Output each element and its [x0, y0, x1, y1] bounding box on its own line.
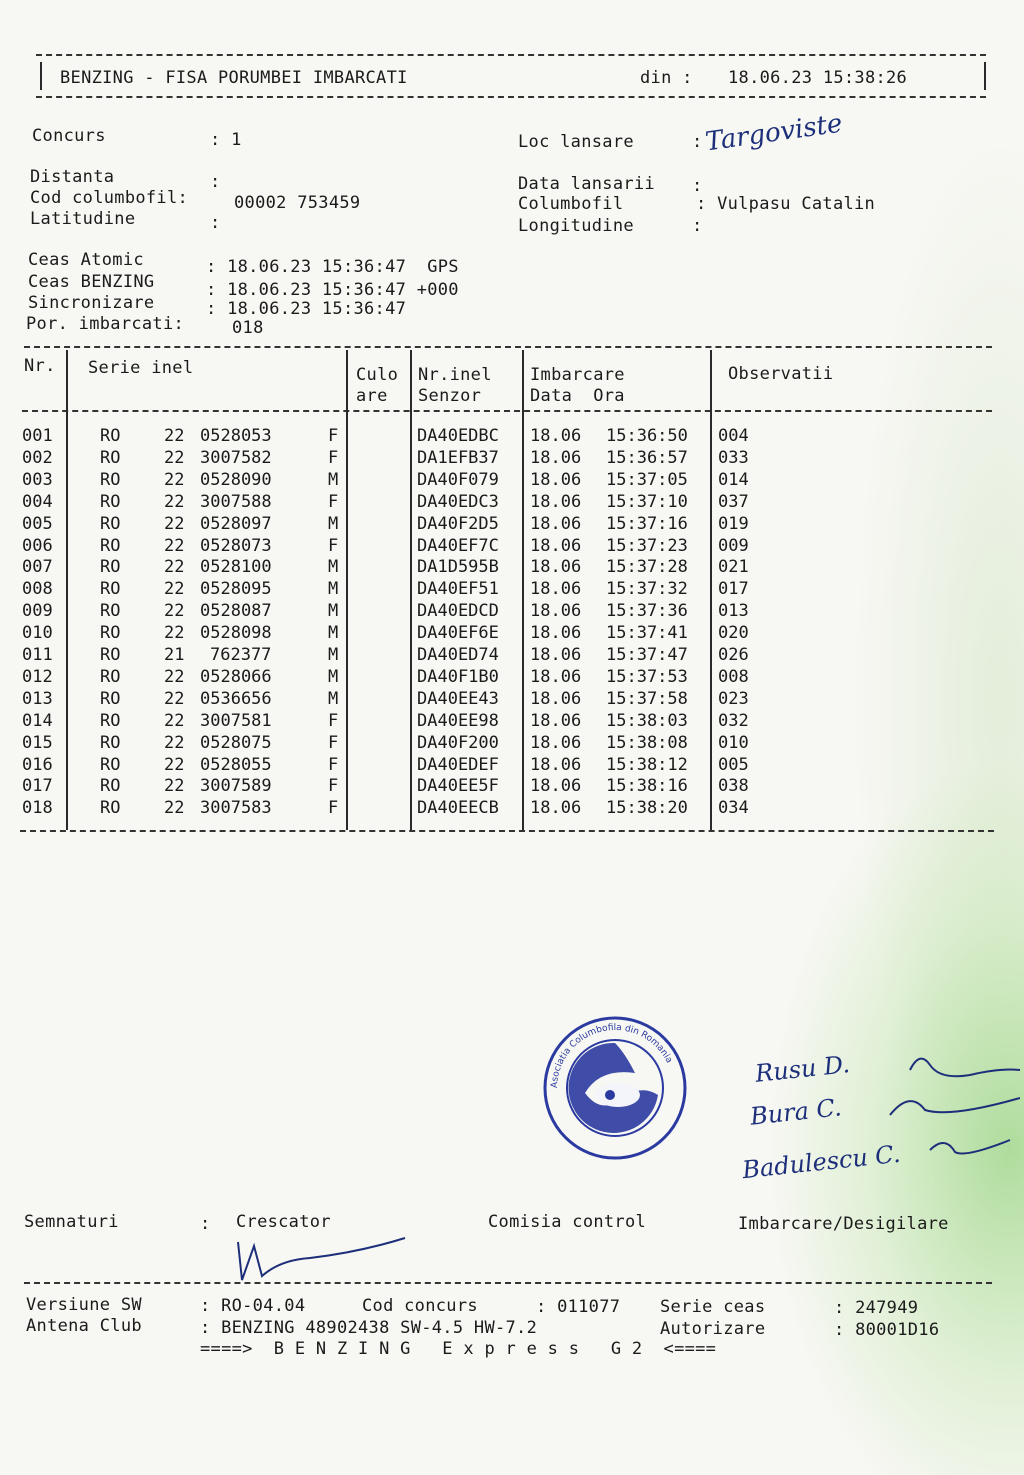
cell-year: 22	[164, 601, 185, 622]
table-row	[0, 755, 1024, 777]
cell-observatii: 017	[718, 579, 749, 600]
cell-nr: 002	[22, 447, 53, 468]
distanta-label: Distanta	[30, 167, 115, 187]
cell-date: 18.06	[530, 601, 582, 622]
cell-time: 15:37:41	[606, 623, 688, 644]
cell-ring-number: 0528066	[200, 666, 272, 687]
column-header-senzor: Senzor	[418, 386, 482, 406]
column-header-nr-inel: Nr.inel	[418, 365, 492, 385]
cell-ring-number: 3007588	[200, 491, 272, 512]
cell-nr: 011	[22, 645, 53, 665]
cell-nr: 014	[22, 710, 53, 731]
cell-country: RO	[100, 666, 121, 687]
cell-nr: 009	[22, 601, 53, 622]
cell-sex: M	[328, 666, 339, 687]
crescator-signature	[220, 1230, 420, 1300]
table-row	[0, 557, 1024, 579]
table-top-border	[24, 346, 992, 348]
cell-date: 18.06	[530, 754, 582, 775]
table-row	[0, 667, 1024, 689]
header-top-border	[36, 54, 986, 56]
cell-ring-number: 762377	[210, 645, 272, 665]
stamp-text: Asociatia Columbofila din Romania	[549, 1022, 674, 1089]
concurs-value: : 1	[210, 130, 242, 150]
loc-lansare-handwritten: Targoviste	[703, 108, 845, 158]
cell-year: 22	[164, 710, 185, 731]
commission-signature-3: Badulescu C.	[740, 1139, 902, 1185]
table-row	[0, 492, 1024, 514]
official-stamp	[540, 1013, 690, 1163]
cell-date: 18.06	[530, 447, 582, 468]
footer-top-border	[24, 1282, 992, 1284]
column-header-culoare-2: are	[356, 386, 388, 406]
cell-sensor: DA40F1B0	[417, 666, 499, 687]
cell-sensor: DA40EECB	[417, 798, 499, 819]
cell-nr: 003	[22, 469, 53, 490]
cell-sex: F	[328, 798, 339, 819]
cell-country: RO	[100, 798, 121, 819]
longitudine-label: Longitudine	[518, 216, 634, 236]
cell-observatii: 019	[718, 513, 749, 534]
cell-sex: F	[328, 491, 339, 512]
cell-time: 15:37:47	[606, 645, 688, 665]
loc-lansare-colon: :	[692, 132, 703, 152]
cell-year: 21	[164, 645, 185, 665]
cell-ring-number: 0528090	[200, 469, 272, 490]
cell-ring-number: 0528073	[200, 535, 272, 556]
cell-date: 18.06	[530, 710, 582, 731]
cell-time: 15:38:03	[606, 710, 688, 731]
cell-time: 15:37:36	[606, 601, 688, 622]
imbarcare-desigilare-label: Imbarcare/Desigilare	[738, 1214, 949, 1234]
cell-date: 18.06	[530, 623, 582, 644]
cell-sex: M	[328, 601, 339, 622]
versiune-sw-label: Versiune SW	[26, 1295, 142, 1315]
cell-ring-number: 3007583	[200, 798, 272, 819]
table-row	[0, 579, 1024, 601]
columbofil-value: : Vulpasu Catalin	[696, 194, 876, 214]
serie-ceas-value: : 247949	[834, 1298, 919, 1318]
cell-time: 15:38:12	[606, 754, 688, 775]
column-header-culoare: Culo	[356, 365, 399, 385]
cell-sex: M	[328, 513, 339, 534]
cell-observatii: 034	[718, 798, 749, 819]
cell-observatii: 009	[718, 535, 749, 556]
table-header-separator	[22, 410, 992, 412]
cell-country: RO	[100, 491, 121, 512]
comisia-control-label: Comisia control	[488, 1212, 647, 1232]
cell-time: 15:36:57	[606, 447, 688, 468]
ceas-atomic-label: Ceas Atomic	[28, 250, 144, 270]
cell-date: 18.06	[530, 469, 582, 490]
cell-sensor: DA40ED74	[417, 645, 499, 665]
cell-date: 18.06	[530, 557, 582, 578]
cell-sex: F	[328, 732, 339, 753]
cell-time: 15:38:20	[606, 798, 688, 819]
column-header-imbarcare: Imbarcare	[530, 365, 625, 385]
cod-concurs-label: Cod concurs	[362, 1296, 478, 1316]
commission-signature-1: Rusu D.	[753, 1050, 852, 1088]
cell-observatii: 037	[718, 491, 749, 512]
cell-date: 18.06	[530, 645, 582, 665]
cell-observatii: 004	[718, 426, 749, 446]
cell-ring-number: 0528075	[200, 732, 272, 753]
cell-sensor: DA40EDC3	[417, 491, 499, 512]
cell-sensor: DA40EDBC	[417, 426, 499, 446]
table-row	[0, 711, 1024, 733]
cell-year: 22	[164, 623, 185, 644]
cell-observatii: 038	[718, 776, 749, 797]
cell-sex: F	[328, 776, 339, 797]
cell-sex: M	[328, 469, 339, 490]
cell-ring-number: 0528100	[200, 557, 272, 578]
table-row	[0, 776, 1024, 798]
cell-sex: F	[328, 754, 339, 775]
cell-nr: 006	[22, 535, 53, 556]
cell-sex: F	[328, 426, 339, 446]
cell-sex: F	[328, 447, 339, 468]
cell-nr: 005	[22, 513, 53, 534]
cell-ring-number: 0528055	[200, 754, 272, 775]
cell-sensor: DA40F079	[417, 469, 499, 490]
cell-country: RO	[100, 688, 121, 709]
cell-nr: 001	[22, 426, 53, 446]
cell-sensor: DA40F2D5	[417, 513, 499, 534]
cell-nr: 017	[22, 776, 53, 797]
table-row	[0, 689, 1024, 711]
print-date-label: din :	[640, 68, 693, 88]
cell-ring-number: 0528098	[200, 623, 272, 644]
cell-country: RO	[100, 645, 121, 665]
sincronizare-value: : 18.06.23 15:36:47	[206, 299, 407, 319]
cell-country: RO	[100, 579, 121, 600]
cell-nr: 004	[22, 491, 53, 512]
cell-year: 22	[164, 798, 185, 819]
cell-sex: M	[328, 579, 339, 600]
cell-sex: M	[328, 688, 339, 709]
data-lansarii-value: :	[692, 176, 703, 196]
cell-year: 22	[164, 469, 185, 490]
cell-sensor: DA40EDCD	[417, 601, 499, 622]
cell-nr: 012	[22, 666, 53, 687]
cell-observatii: 026	[718, 645, 749, 665]
antena-club-label: Antena Club	[26, 1316, 142, 1336]
data-lansarii-label: Data lansarii	[518, 174, 655, 194]
cell-time: 15:37:32	[606, 579, 688, 600]
semnaturi-colon: :	[200, 1214, 211, 1234]
cell-year: 22	[164, 447, 185, 468]
cell-country: RO	[100, 469, 121, 490]
cell-observatii: 014	[718, 469, 749, 490]
cell-observatii: 005	[718, 754, 749, 775]
cell-sex: F	[328, 710, 339, 731]
column-header-nr: Nr.	[24, 356, 56, 376]
table-row	[0, 645, 1024, 667]
cell-country: RO	[100, 732, 121, 753]
cell-year: 22	[164, 666, 185, 687]
table-row	[0, 470, 1024, 492]
cell-sensor: DA40EDEF	[417, 754, 499, 775]
cell-year: 22	[164, 776, 185, 797]
cell-sex: M	[328, 557, 339, 578]
cell-date: 18.06	[530, 426, 582, 446]
document-title: BENZING - FISA PORUMBEI IMBARCATI	[60, 68, 408, 88]
cell-sensor: DA40EF51	[417, 579, 499, 600]
cell-observatii: 008	[718, 666, 749, 687]
concurs-label: Concurs	[32, 126, 106, 146]
cell-country: RO	[100, 557, 121, 578]
cell-country: RO	[100, 426, 121, 446]
autorizare-value: : 80001D16	[834, 1320, 940, 1340]
header-left-border	[40, 62, 42, 90]
cell-country: RO	[100, 776, 121, 797]
cell-ring-number: 0528095	[200, 579, 272, 600]
serie-ceas-label: Serie ceas	[660, 1297, 766, 1317]
header-bottom-border	[36, 96, 986, 98]
cell-nr: 015	[22, 732, 53, 753]
column-header-data-ora: Data Ora	[530, 386, 625, 406]
cell-observatii: 013	[718, 601, 749, 622]
cell-time: 15:38:08	[606, 732, 688, 753]
cell-date: 18.06	[530, 776, 582, 797]
porumbei-imbarcati-label: Por. imbarcati:	[26, 314, 185, 334]
longitudine-value: :	[692, 216, 703, 236]
commission-signature-2: Bura C.	[748, 1093, 843, 1131]
cell-sex: M	[328, 623, 339, 644]
cell-date: 18.06	[530, 579, 582, 600]
table-row	[0, 623, 1024, 645]
cell-time: 15:37:58	[606, 688, 688, 709]
table-row	[0, 426, 1024, 448]
table-row	[0, 798, 1024, 820]
table-bottom-border	[20, 830, 994, 832]
distanta-value: :	[210, 172, 221, 192]
cell-sensor: DA40EE5F	[417, 776, 499, 797]
cell-date: 18.06	[530, 688, 582, 709]
cell-country: RO	[100, 754, 121, 775]
table-row	[0, 601, 1024, 623]
cell-country: RO	[100, 513, 121, 534]
cell-year: 22	[164, 688, 185, 709]
porumbei-imbarcati-value: 018	[232, 318, 264, 338]
cell-nr: 016	[22, 754, 53, 775]
print-date-value: 18.06.23 15:38:26	[728, 68, 908, 88]
cell-year: 22	[164, 579, 185, 600]
cell-date: 18.06	[530, 798, 582, 819]
cell-year: 22	[164, 426, 185, 446]
cell-date: 18.06	[530, 535, 582, 556]
cell-nr: 010	[22, 623, 53, 644]
cell-nr: 013	[22, 688, 53, 709]
benzing-express-banner: ====> B E N Z I N G E x p r e s s G 2 <====	[200, 1339, 717, 1359]
cell-ring-number: 3007581	[200, 710, 272, 731]
sincronizare-label: Sincronizare	[28, 293, 155, 313]
cod-columbofil-value: 00002 753459	[234, 193, 361, 213]
cell-ring-number: 3007582	[200, 447, 272, 468]
cell-sex: M	[328, 645, 339, 665]
cell-time: 15:38:16	[606, 776, 688, 797]
cell-nr: 007	[22, 557, 53, 578]
cod-columbofil-label: Cod columbofil:	[30, 188, 189, 208]
cell-year: 22	[164, 513, 185, 534]
crescator-label: Crescator	[236, 1212, 331, 1232]
cell-observatii: 020	[718, 623, 749, 644]
semnaturi-label: Semnaturi	[24, 1212, 119, 1232]
cell-year: 22	[164, 535, 185, 556]
cell-time: 15:37:10	[606, 491, 688, 512]
ceas-benzing-value: : 18.06.23 15:36:47 +000	[206, 280, 459, 300]
ceas-atomic-value: : 18.06.23 15:36:47 GPS	[206, 257, 459, 277]
cell-nr: 008	[22, 579, 53, 600]
cell-country: RO	[100, 623, 121, 644]
cell-observatii: 023	[718, 688, 749, 709]
cell-time: 15:37:16	[606, 513, 688, 534]
table-row	[0, 448, 1024, 470]
versiune-sw-value: : RO-04.04	[200, 1296, 306, 1316]
cell-time: 15:37:53	[606, 666, 688, 687]
cod-concurs-value: : 011077	[536, 1297, 621, 1317]
cell-year: 22	[164, 491, 185, 512]
cell-date: 18.06	[530, 491, 582, 512]
autorizare-label: Autorizare	[660, 1319, 766, 1339]
latitudine-value: :	[210, 213, 221, 233]
cell-country: RO	[100, 710, 121, 731]
cell-nr: 018	[22, 798, 53, 819]
cell-sensor: DA40EE98	[417, 710, 499, 731]
cell-sensor: DA1D595B	[417, 557, 499, 578]
cell-observatii: 021	[718, 557, 749, 578]
cell-ring-number: 3007589	[200, 776, 272, 797]
cell-sensor: DA40EF6E	[417, 623, 499, 644]
cell-sensor: DA40F200	[417, 732, 499, 753]
cell-year: 22	[164, 557, 185, 578]
columbofil-label: Columbofil	[518, 194, 624, 214]
latitudine-label: Latitudine	[30, 209, 136, 229]
cell-time: 15:37:23	[606, 535, 688, 556]
cell-date: 18.06	[530, 666, 582, 687]
column-header-serie-inel: Serie inel	[88, 358, 194, 378]
cell-ring-number: 0528097	[200, 513, 272, 534]
cell-ring-number: 0528053	[200, 426, 272, 446]
cell-observatii: 010	[718, 732, 749, 753]
cell-sensor: DA1EFB37	[417, 447, 499, 468]
cell-observatii: 032	[718, 710, 749, 731]
cell-year: 22	[164, 732, 185, 753]
cell-sensor: DA40EE43	[417, 688, 499, 709]
cell-time: 15:37:28	[606, 557, 688, 578]
antena-club-value: : BENZING 48902438 SW-4.5 HW-7.2	[200, 1318, 538, 1338]
table-row	[0, 733, 1024, 755]
cell-date: 18.06	[530, 513, 582, 534]
cell-sex: F	[328, 535, 339, 556]
cell-sensor: DA40EF7C	[417, 535, 499, 556]
table-row	[0, 536, 1024, 558]
cell-ring-number: 0536656	[200, 688, 272, 709]
loc-lansare-label: Loc lansare	[518, 132, 634, 152]
commission-signature-strokes	[870, 1040, 1020, 1180]
cell-observatii: 033	[718, 447, 749, 468]
cell-date: 18.06	[530, 732, 582, 753]
cell-country: RO	[100, 601, 121, 622]
ceas-benzing-label: Ceas BENZING	[28, 272, 155, 292]
cell-country: RO	[100, 535, 121, 556]
cell-time: 15:37:05	[606, 469, 688, 490]
column-header-observatii: Observatii	[728, 364, 834, 384]
cell-time: 15:36:50	[606, 426, 688, 446]
cell-ring-number: 0528087	[200, 601, 272, 622]
header-right-border	[984, 62, 986, 90]
cell-country: RO	[100, 447, 121, 468]
cell-year: 22	[164, 754, 185, 775]
table-row	[0, 514, 1024, 536]
